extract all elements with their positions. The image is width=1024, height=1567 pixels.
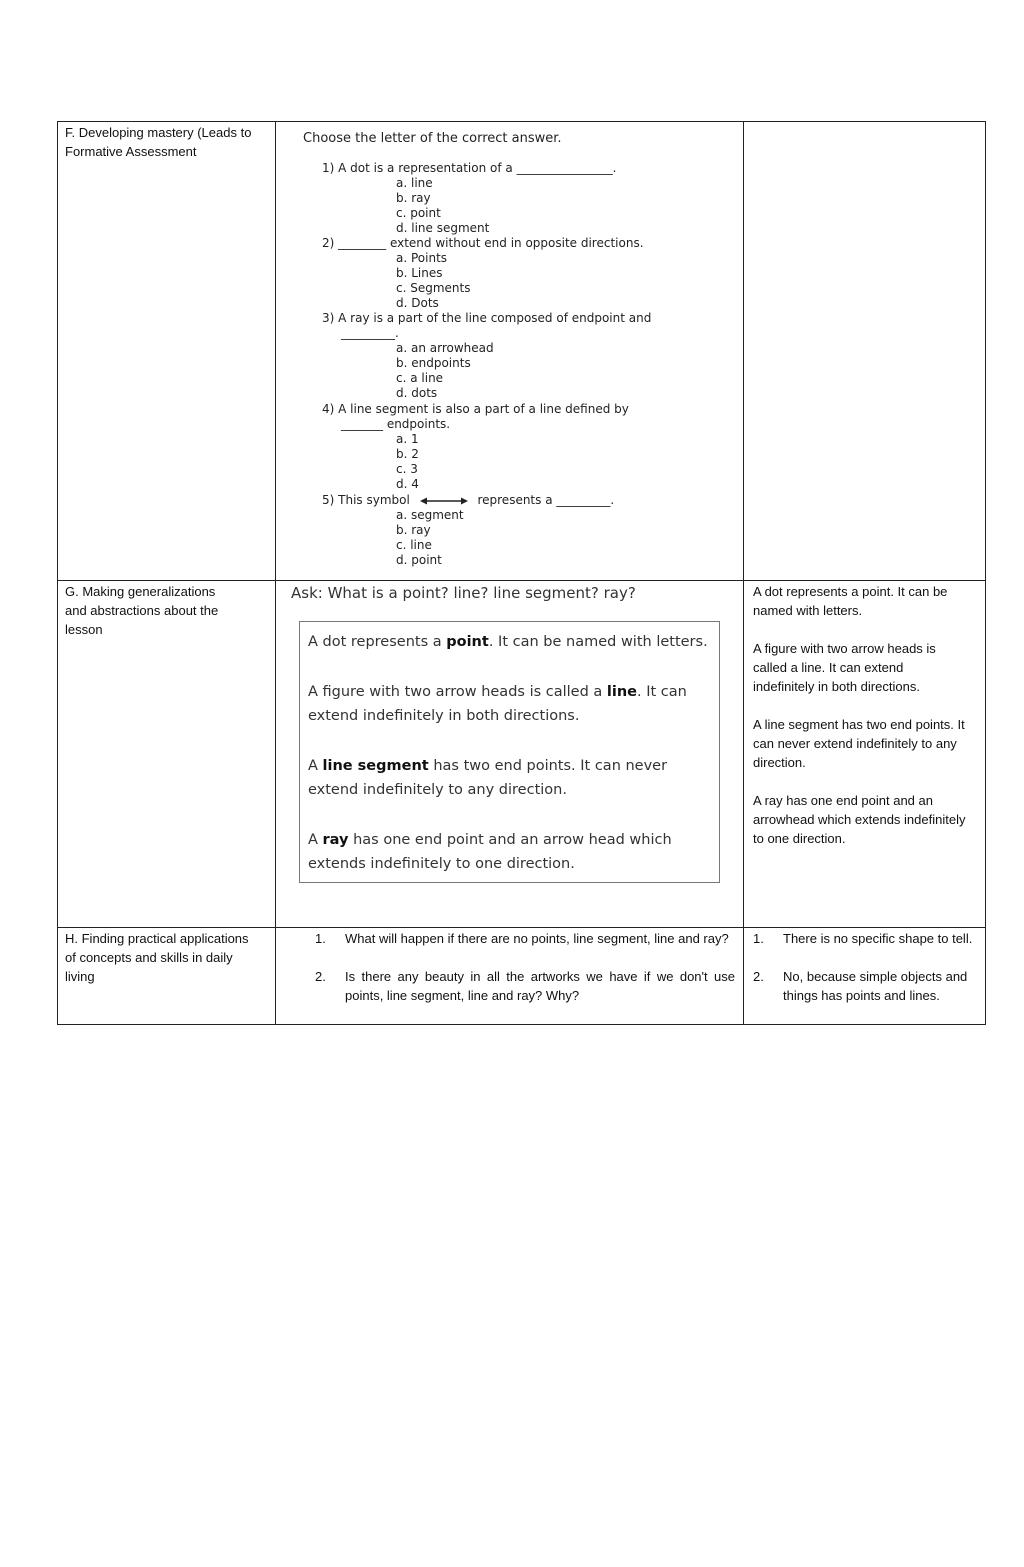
column-divider-2 bbox=[743, 121, 744, 1025]
application-answer-2: No, because simple objects and things has points and lines. bbox=[783, 969, 968, 1003]
lesson-table bbox=[57, 121, 986, 1025]
double-arrow-line-icon bbox=[420, 497, 468, 505]
q3-option-d: d. dots bbox=[396, 386, 438, 400]
definition-segment-post: has two end points. It can never extend indefinitely to any direction. bbox=[308, 758, 668, 798]
q5-option-d: d. point bbox=[396, 553, 442, 567]
question-3: 3) A ray is a part of the line composed of endpoint and bbox=[322, 311, 652, 325]
generalization-answers bbox=[753, 582, 968, 867]
q3-option-c: c. a line bbox=[396, 371, 444, 385]
column-divider-1 bbox=[275, 121, 276, 1025]
definition-ray bbox=[308, 828, 713, 876]
application-question-1: What will happen if there are no points, line segment, line and ray? bbox=[345, 931, 729, 946]
q3-option-b: b. endpoints bbox=[396, 356, 471, 370]
row-f-label: F. Developing mastery (Leads to Formative Assessment bbox=[65, 125, 252, 159]
definitions-box bbox=[299, 621, 720, 883]
question-4-continued: _______ endpoints. bbox=[341, 417, 451, 431]
question-5-stem-start: 5) This symbol bbox=[322, 493, 410, 507]
q1-option-c: c. point bbox=[396, 206, 441, 220]
q2-option-a: a. Points bbox=[396, 251, 448, 265]
row-divider-g-h bbox=[57, 927, 986, 928]
definition-segment-pre: A bbox=[308, 758, 323, 774]
q2-option-d: d. Dots bbox=[396, 296, 439, 310]
table-border-left bbox=[57, 121, 58, 1025]
definition-line-segment bbox=[308, 754, 713, 802]
question-5-stem-end: represents a _________. bbox=[477, 493, 615, 507]
q2-option-b: b. Lines bbox=[396, 266, 443, 280]
definition-line-pre: A figure with two arrow heads is called a bbox=[308, 684, 607, 700]
term-line: line bbox=[606, 684, 638, 700]
application-answers bbox=[753, 929, 978, 1009]
definition-point-post: . It can be named with letters. bbox=[488, 634, 708, 650]
answer-line: A figure with two arrow heads is called a line. It can extend indefinitely in both directions. bbox=[753, 641, 936, 694]
question-2: 2) ________ extend without end in opposite directions. bbox=[322, 236, 644, 250]
question-1: 1) A dot is a representation of a ________________. bbox=[322, 161, 617, 175]
table-border-bottom bbox=[57, 1024, 986, 1025]
term-ray: ray bbox=[322, 832, 349, 848]
term-line-segment: line segment bbox=[322, 758, 429, 774]
definition-ray-pre: A bbox=[308, 832, 323, 848]
q4-option-d: d. 4 bbox=[396, 477, 419, 491]
q1-option-a: a. line bbox=[396, 176, 433, 190]
question-3-continued: _________. bbox=[341, 326, 399, 340]
table-border-top bbox=[57, 121, 986, 122]
answer-number: 1. bbox=[753, 931, 764, 946]
question-number: 2. bbox=[315, 969, 326, 984]
q5-option-b: b. ray bbox=[396, 523, 431, 537]
q5-option-c: c. line bbox=[396, 538, 432, 552]
question-number: 1. bbox=[315, 931, 326, 946]
q4-option-a: a. 1 bbox=[396, 432, 419, 446]
definition-point bbox=[308, 630, 713, 654]
application-questions bbox=[315, 929, 735, 1009]
answer-ray: A ray has one end point and an arrowhead which extends indefinitely to one direction. bbox=[753, 793, 966, 846]
q2-option-c: c. Segments bbox=[396, 281, 471, 295]
q1-option-b: b. ray bbox=[396, 191, 431, 205]
application-answer-1: There is no specific shape to tell. bbox=[783, 931, 973, 946]
question-5 bbox=[322, 493, 614, 507]
row-g-label: G. Making generalizations and abstractions about the lesson bbox=[65, 584, 219, 637]
definition-line bbox=[308, 680, 713, 728]
q5-option-a: a. segment bbox=[396, 508, 464, 522]
term-point: point bbox=[446, 634, 489, 650]
row-divider-f-g bbox=[57, 580, 986, 581]
definition-point-pre: A dot represents a bbox=[308, 634, 447, 650]
answer-line-segment: A line segment has two end points. It can never extend indefinitely to any direction. bbox=[753, 717, 965, 770]
quiz-instruction: Choose the letter of the correct answer. bbox=[303, 131, 562, 146]
ask-question: Ask: What is a point? line? line segment? ray? bbox=[291, 584, 636, 602]
question-4: 4) A line segment is also a part of a line defined by bbox=[322, 402, 629, 416]
q4-option-c: c. 3 bbox=[396, 462, 418, 476]
definition-line-post: . It can extend indefinitely in both directions. bbox=[308, 684, 687, 724]
q4-option-b: b. 2 bbox=[396, 447, 419, 461]
row-h-label: H. Finding practical applications of concepts and skills in daily living bbox=[65, 931, 249, 984]
table-border-right bbox=[985, 121, 986, 1025]
application-question-2: Is there any beauty in all the artworks we have if we don't use points, line segment, line and ray? Why? bbox=[345, 969, 735, 1003]
answer-point: A dot represents a point. It can be named with letters. bbox=[753, 584, 948, 618]
q3-option-a: a. an arrowhead bbox=[396, 341, 494, 355]
answer-number: 2. bbox=[753, 969, 764, 984]
q1-option-d: d. line segment bbox=[396, 221, 490, 235]
definition-ray-post: has one end point and an arrow head which extends indefinitely to one direction. bbox=[308, 832, 672, 872]
